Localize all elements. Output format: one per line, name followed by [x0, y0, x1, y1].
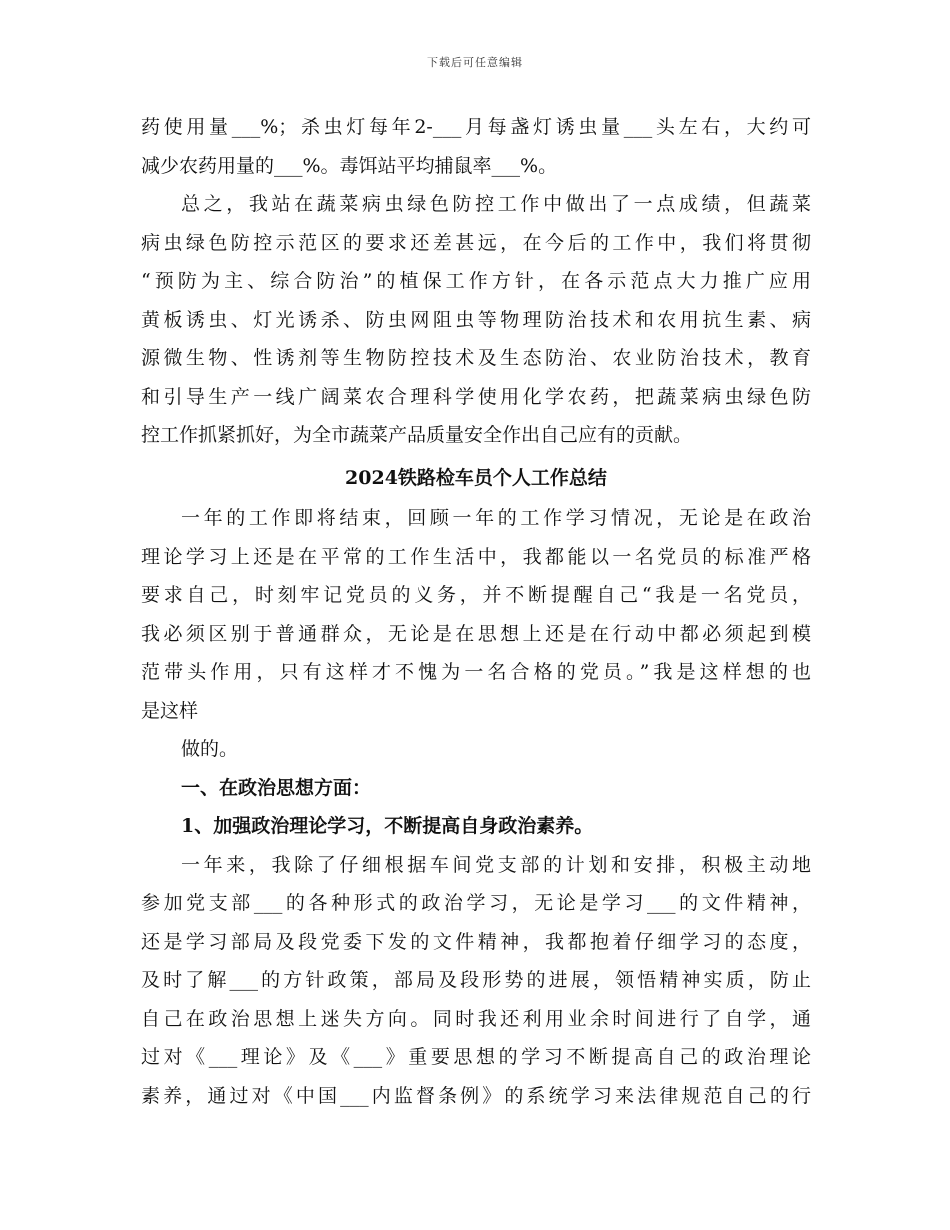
paragraph-line: 理论学习上还是在平常的工作生活中，我都能以一名党员的标准严格 [141, 545, 811, 568]
section-heading: 一、在政治思想方面： [181, 776, 372, 799]
paragraph-line: 参加党支部___的各种形式的政治学习，无论是学习___的文件精神， [141, 892, 811, 914]
paragraph-line: 过对《___理论》及《___》重要思想的学习不断提高自己的政治理论 [141, 1046, 811, 1068]
paragraph-line: 还是学习部局及段党委下发的文件精神，我都抱着仔细学习的态度， [141, 930, 811, 953]
subsection-heading: 1、加强政治理论学习，不断提高自身政治素养。 [181, 815, 594, 837]
paragraph-line: 减少农药用量的___%。毒饵站平均捕鼠率___%。 [141, 154, 558, 177]
paragraph-line: 控工作抓紧抓好，为全市蔬菜产品质量安全作出自己应有的贡献。 [141, 424, 693, 446]
page-header: 下载后可任意编辑 [427, 56, 523, 69]
document-body [141, 108, 811, 1115]
paragraph-line: 源微生物、性诱剂等生物防控技术及生态防治、农业防治技术，教育 [141, 347, 811, 369]
paragraph-line: 范带头作用，只有这样才不愧为一名合格的党员。”我是这样想的也 [141, 661, 811, 683]
paragraph-line: 素养，通过对《中国___内监督条例》的系统学习来法律规范自己的行 [141, 1084, 811, 1107]
paragraph-line: 做的。 [181, 738, 239, 760]
paragraph-line: 一年来，我除了仔细根据车间党支部的计划和安排，积极主动地 [181, 853, 811, 876]
paragraph-line: 病虫绿色防控示范区的要求还差甚远，在今后的工作中，我们将贯彻 [141, 231, 811, 254]
paragraph-line: 要求自己，时刻牢记党员的义务，并不断提醒自己“我是一名党员， [141, 584, 811, 606]
paragraph-line: “预防为主、综合防治”的植保工作方针，在各示范点大力推广应用 [141, 270, 811, 292]
paragraph-line: 及时了解___的方针政策，部局及段形势的进展，领悟精神实质，防止 [141, 969, 811, 991]
paragraph-line: 一年的工作即将结束，回顾一年的工作学习情况，无论是在政治 [181, 507, 811, 529]
paragraph-line: 是这样 [141, 699, 199, 722]
document-title: 2024铁路检车员个人工作总结 [345, 466, 607, 489]
paragraph-line: 黄板诱虫、灯光诱杀、防虫网阻虫等物理防治技术和农用抗生素、病 [141, 308, 811, 331]
paragraph-line: 总之，我站在蔬菜病虫绿色防控工作中做出了一点成绩，但蔬菜 [181, 193, 811, 215]
paragraph-line: 自己在政治思想上迷失方向。同时我还利用业余时间进行了自学，通 [141, 1007, 811, 1030]
paragraph-line: 我必须区别于普通群众，无论是在思想上还是在行动中都必须起到模 [141, 622, 811, 645]
paragraph-line: 和引导生产一线广阔菜农合理科学使用化学农药，把蔬菜病虫绿色防 [141, 385, 811, 408]
paragraph-line: 药使用量___%；杀虫灯每年2-___月每盏灯诱虫量___头左右，大约可 [141, 116, 811, 138]
